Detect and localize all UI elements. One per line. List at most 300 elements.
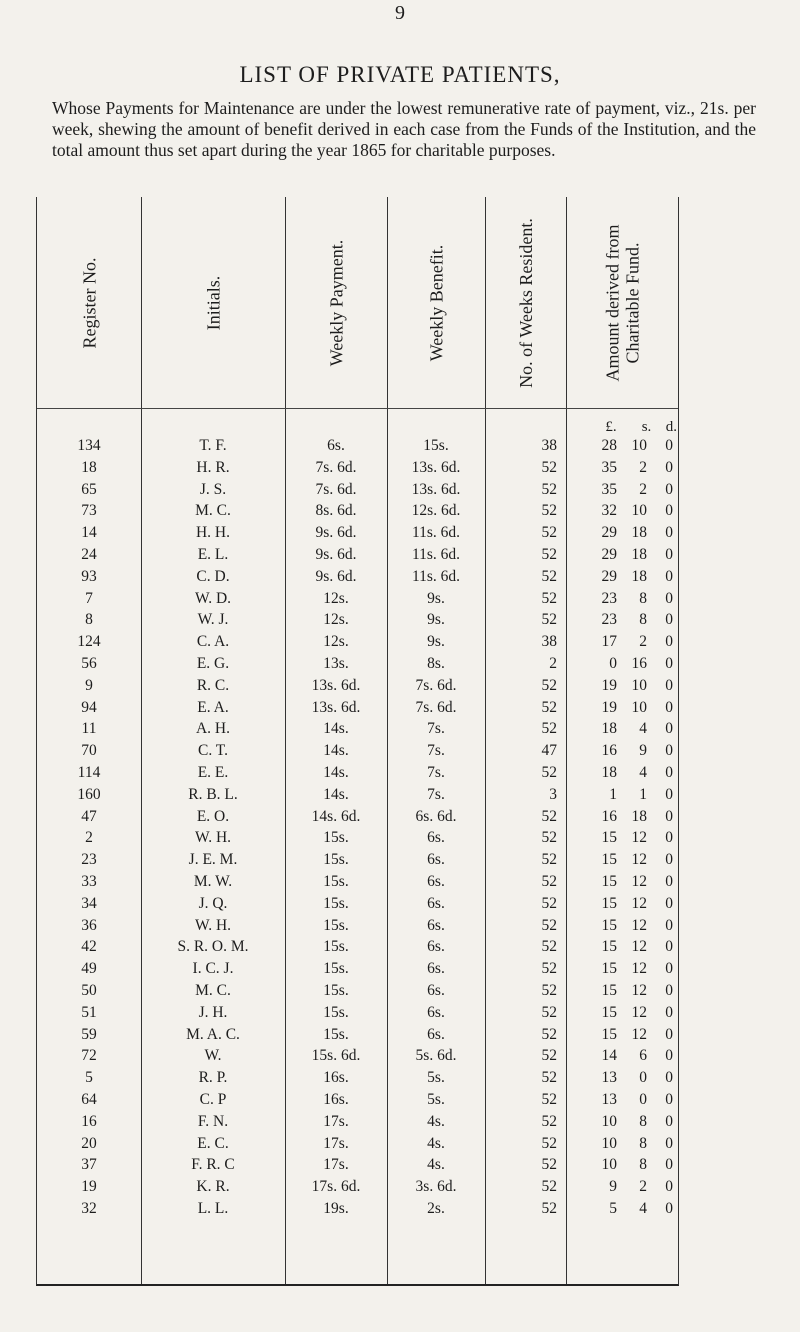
cell-weekly-payment: 13s. [323,654,349,672]
cell-amount-shillings: 9 [639,742,647,760]
cell-register-no: 37 [81,1156,97,1174]
cell-register-no: 94 [81,698,97,716]
cell-weekly-benefit: 6s. [427,938,445,956]
cell-weekly-payment: 15s. [323,851,349,869]
cell-weekly-benefit: 6s. [427,916,445,934]
cell-amount-pounds: 23 [601,589,617,607]
table-row [37,873,678,895]
cell-initials: F. N. [197,1112,229,1130]
cell-amount-shillings: 18 [631,545,647,563]
patients-table [36,197,679,1286]
cell-weeks-resident: 52 [541,1025,557,1043]
cell-amount-shillings: 2 [639,458,647,476]
table-row [37,1135,678,1157]
cell-amount-pence: 0 [665,894,673,912]
header-register-no [37,197,141,408]
cell-weeks-resident: 3 [549,785,557,803]
table-body [37,437,678,1222]
header-amount-line1: Amount derived from [602,224,622,381]
cell-initials: W. J. [197,611,229,629]
cell-weeks-resident: 52 [541,851,557,869]
cell-amount-pence: 0 [665,1199,673,1217]
cell-register-no: 114 [77,763,101,781]
cell-weeks-resident: 52 [541,611,557,629]
cell-amount-pounds: 15 [601,916,617,934]
cell-amount-shillings: 0 [639,1069,647,1087]
header-amount-line2: Charitable Fund. [622,242,642,363]
cell-amount-pounds: 19 [601,676,617,694]
cell-amount-pounds: 15 [601,851,617,869]
cell-initials: C. P [199,1090,227,1108]
cell-amount-pounds: 15 [601,960,617,978]
cell-register-no: 56 [81,654,97,672]
cell-initials: W. D. [194,589,232,607]
cell-amount-pence: 0 [665,851,673,869]
table-row [37,1047,678,1069]
cell-weekly-payment: 15s. [323,981,349,999]
table-row [37,960,678,982]
cell-weekly-payment: 17s. [323,1112,349,1130]
cell-weekly-payment: 17s. [323,1134,349,1152]
table-row [37,917,678,939]
cell-weeks-resident: 52 [541,458,557,476]
cell-weekly-benefit: 6s. [427,1025,445,1043]
table-row [37,590,678,612]
cell-weeks-resident: 52 [541,1112,557,1130]
cell-initials: J. S. [199,480,227,498]
cell-weekly-benefit: 7s. 6d. [415,698,457,716]
cell-amount-pence: 0 [665,807,673,825]
cell-amount-shillings: 12 [631,829,647,847]
header-rule [37,408,678,409]
cell-weekly-payment: 15s. [323,938,349,956]
cell-initials: H. R. [196,458,230,476]
header-register-label: Register No. [78,257,99,348]
cell-weekly-benefit: 5s. 6d. [415,1047,457,1065]
cell-amount-pence: 0 [665,676,673,694]
cell-weekly-payment: 9s. 6d. [315,524,357,542]
cell-amount-shillings: 10 [631,437,647,454]
cell-weeks-resident: 52 [541,981,557,999]
cell-amount-pounds: 15 [601,872,617,890]
cell-amount-pence: 0 [665,633,673,651]
cell-amount-pence: 0 [665,698,673,716]
cell-amount-pounds: 35 [601,480,617,498]
cell-amount-pounds: 15 [601,1003,617,1021]
cell-amount-pounds: 18 [601,763,617,781]
cell-weekly-benefit: 4s. [427,1156,445,1174]
cell-amount-pence: 0 [665,1025,673,1043]
cell-weekly-payment: 13s. 6d. [311,698,361,716]
cell-initials: E. A. [197,698,229,716]
cell-amount-pounds: 29 [601,567,617,585]
cell-amount-shillings: 8 [639,611,647,629]
cell-weeks-resident: 2 [549,654,557,672]
cell-weeks-resident: 52 [541,676,557,694]
cell-weeks-resident: 47 [541,742,557,760]
cell-register-no: 49 [81,960,97,978]
table-row [37,611,678,633]
cell-register-no: 9 [85,676,93,694]
table-row [37,1004,678,1026]
table-row [37,851,678,873]
cell-weekly-benefit: 7s. [427,763,445,781]
cell-weeks-resident: 52 [541,894,557,912]
cell-initials: T. F. [199,437,227,454]
cell-weekly-payment: 19s. [323,1199,349,1217]
cell-amount-shillings: 12 [631,916,647,934]
cell-weekly-benefit: 7s. [427,720,445,738]
cell-amount-shillings: 18 [631,567,647,585]
cell-weeks-resident: 52 [541,1047,557,1065]
cell-initials: E. L. [197,545,229,563]
cell-amount-pounds: 16 [601,807,617,825]
cell-weekly-payment: 12s. [323,611,349,629]
table-row [37,546,678,568]
cell-weeks-resident: 52 [541,524,557,542]
cell-initials: S. R. O. M. [177,938,249,956]
cell-initials: M. C. [195,981,231,999]
cell-initials: M. A. C. [186,1025,240,1043]
cell-amount-shillings: 12 [631,894,647,912]
cell-register-no: 72 [81,1047,97,1065]
cell-amount-pence: 0 [665,763,673,781]
cell-weekly-benefit: 6s. [427,851,445,869]
table-row [37,1113,678,1135]
cell-initials: M. W. [193,872,233,890]
cell-amount-shillings: 12 [631,981,647,999]
header-weekly-payment [285,197,387,408]
cell-amount-shillings: 1 [639,785,647,803]
cell-weekly-benefit: 6s. 6d. [415,807,457,825]
cell-weeks-resident: 52 [541,1199,557,1217]
cell-initials: H. H. [195,524,230,542]
cell-amount-pence: 0 [665,872,673,890]
cell-amount-shillings: 12 [631,872,647,890]
cell-register-no: 8 [85,611,93,629]
cell-amount-pence: 0 [665,981,673,999]
cell-amount-shillings: 10 [631,698,647,716]
table-row [37,1178,678,1200]
cell-initials: E. G. [196,654,230,672]
cell-weekly-benefit: 7s. 6d. [415,676,457,694]
cell-weekly-payment: 7s. 6d. [315,480,357,498]
cell-weekly-benefit: 6s. [427,829,445,847]
cell-register-no: 16 [81,1112,97,1130]
cell-amount-pence: 0 [665,938,673,956]
cell-amount-shillings: 0 [639,1090,647,1108]
cell-amount-pence: 0 [665,1134,673,1152]
cell-weekly-payment: 16s. [323,1069,349,1087]
cell-amount-pence: 0 [665,567,673,585]
cell-amount-pounds: 13 [601,1090,617,1108]
cell-weekly-payment: 16s. [323,1090,349,1108]
cell-weekly-payment: 15s. [323,872,349,890]
table-row [37,677,678,699]
table-row [37,786,678,808]
cell-register-no: 23 [81,851,97,869]
table-row [37,1069,678,1091]
cell-register-no: 124 [77,633,101,651]
cell-amount-pounds: 15 [601,894,617,912]
cell-initials: F. R. C [191,1156,235,1174]
intro-paragraph: Whose Payments for Maintenance are under the lowest remunerative rate of payment, viz., 21s. per week, shewing the amount of benefit derived in each case from the Funds of the Institution, and the total amount thus set apart during the year 1865 for charitable purposes. [52,98,756,160]
cell-weekly-payment: 14s. [323,763,349,781]
cell-register-no: 7 [85,589,93,607]
cell-weekly-payment: 7s. 6d. [315,458,357,476]
cell-amount-pounds: 35 [601,458,617,476]
table-row [37,699,678,721]
cell-weekly-payment: 14s. 6d. [311,807,361,825]
cell-amount-shillings: 2 [639,1178,647,1196]
cell-weeks-resident: 38 [541,437,557,454]
cell-register-no: 19 [81,1178,97,1196]
cell-initials: K. R. [196,1178,230,1196]
cell-register-no: 11 [81,720,97,738]
currency-units [585,419,677,436]
cell-amount-shillings: 12 [631,1003,647,1021]
cell-initials: J. E. M. [188,851,238,869]
cell-register-no: 65 [81,480,97,498]
cell-initials: R. P. [198,1069,228,1087]
cell-weeks-resident: 52 [541,807,557,825]
cell-amount-pence: 0 [665,720,673,738]
header-amount-derived [566,197,678,408]
header-weeks-label: No. of Weeks Resident. [515,217,536,388]
cell-amount-pounds: 29 [601,545,617,563]
cell-weekly-benefit: 5s. [427,1069,445,1087]
cell-amount-pounds: 28 [601,437,617,454]
cell-weekly-benefit: 3s. 6d. [415,1178,457,1196]
cell-register-no: 20 [81,1134,97,1152]
cell-initials: W. H. [194,916,232,934]
cell-initials: C. T. [197,742,228,760]
cell-amount-pence: 0 [665,1178,673,1196]
cell-weekly-payment: 8s. 6d. [315,502,357,520]
cell-register-no: 5 [85,1069,93,1087]
cell-register-no: 18 [81,458,97,476]
header-amount-label [602,224,642,381]
table-row [37,1091,678,1113]
cell-amount-shillings: 8 [639,1156,647,1174]
cell-weeks-resident: 52 [541,1134,557,1152]
cell-initials: E. E. [197,763,229,781]
cell-amount-pounds: 18 [601,720,617,738]
cell-weeks-resident: 52 [541,916,557,934]
cell-amount-shillings: 12 [631,960,647,978]
header-initials [141,197,285,408]
cell-register-no: 47 [81,807,97,825]
table-row [37,502,678,524]
cell-amount-shillings: 8 [639,589,647,607]
cell-amount-pence: 0 [665,654,673,672]
cell-register-no: 24 [81,545,97,563]
cell-register-no: 42 [81,938,97,956]
header-initials-label: Initials. [203,275,223,330]
cell-amount-shillings: 12 [631,938,647,956]
table-row [37,524,678,546]
cell-weekly-benefit: 2s. [427,1199,445,1217]
cell-weeks-resident: 52 [541,1003,557,1021]
cell-register-no: 73 [81,502,97,520]
cell-amount-pounds: 10 [601,1156,617,1174]
cell-register-no: 32 [81,1199,97,1217]
cell-weekly-benefit: 12s. 6d. [411,502,461,520]
cell-amount-pence: 0 [665,960,673,978]
cell-initials: W. H. [194,829,232,847]
cell-amount-pence: 0 [665,524,673,542]
cell-register-no: 33 [81,872,97,890]
cell-amount-pence: 0 [665,611,673,629]
cell-register-no: 50 [81,981,97,999]
cell-weekly-payment: 17s. 6d. [311,1178,361,1196]
table-row [37,764,678,786]
cell-weeks-resident: 52 [541,567,557,585]
unit-shillings: s. [641,419,652,435]
table-row [37,720,678,742]
cell-register-no: 51 [81,1003,97,1021]
cell-register-no: 64 [81,1090,97,1108]
cell-weekly-benefit: 4s. [427,1112,445,1130]
cell-initials: R. B. L. [188,785,238,803]
cell-amount-pounds: 16 [601,742,617,760]
cell-register-no: 36 [81,916,97,934]
cell-weekly-benefit: 7s. [427,785,445,803]
table-row [37,808,678,830]
cell-weekly-benefit: 9s. [427,611,445,629]
cell-weekly-payment: 14s. [323,720,349,738]
cell-amount-pence: 0 [665,589,673,607]
cell-amount-pounds: 15 [601,1025,617,1043]
cell-weekly-payment: 15s. [323,1025,349,1043]
cell-initials: I. C. J. [192,960,234,978]
cell-weekly-payment: 12s. [323,633,349,651]
cell-weekly-payment: 17s. [323,1156,349,1174]
cell-amount-pounds: 14 [601,1047,617,1065]
cell-amount-pounds: 1 [609,785,617,803]
table-row [37,459,678,481]
cell-weekly-payment: 9s. 6d. [315,567,357,585]
cell-weeks-resident: 52 [541,938,557,956]
cell-weekly-benefit: 11s. 6d. [411,545,461,563]
page-number: 9 [395,2,405,24]
cell-weekly-payment: 14s. [323,785,349,803]
cell-weekly-benefit: 4s. [427,1134,445,1152]
cell-amount-pounds: 13 [601,1069,617,1087]
cell-register-no: 70 [81,742,97,760]
cell-weekly-payment: 9s. 6d. [315,545,357,563]
cell-weekly-benefit: 7s. [427,742,445,760]
table-row [37,982,678,1004]
cell-amount-pence: 0 [665,1003,673,1021]
table-row [37,481,678,503]
cell-weekly-benefit: 5s. [427,1090,445,1108]
cell-amount-pence: 0 [665,1047,673,1065]
cell-amount-shillings: 12 [631,1025,647,1043]
cell-amount-pounds: 5 [609,1199,617,1217]
cell-weekly-benefit: 13s. 6d. [411,458,461,476]
cell-weekly-benefit: 13s. 6d. [411,480,461,498]
cell-weeks-resident: 52 [541,698,557,716]
cell-initials: A. H. [195,720,230,738]
cell-weeks-resident: 52 [541,829,557,847]
cell-weekly-benefit: 9s. [427,633,445,651]
cell-amount-shillings: 2 [639,480,647,498]
cell-register-no: 14 [81,524,97,542]
header-benefit-label: Weekly Benefit. [426,244,447,361]
table-row [37,1026,678,1048]
cell-weekly-payment: 14s. [323,742,349,760]
cell-initials: E. C. [197,1134,229,1152]
table-row [37,938,678,960]
cell-initials: W. [204,1047,222,1065]
cell-weekly-benefit: 6s. [427,981,445,999]
cell-amount-shillings: 8 [639,1134,647,1152]
cell-weeks-resident: 52 [541,960,557,978]
cell-register-no: 59 [81,1025,97,1043]
cell-initials: J. H. [198,1003,228,1021]
table-row [37,437,678,459]
cell-weekly-benefit: 6s. [427,960,445,978]
cell-amount-pence: 0 [665,829,673,847]
table-row [37,1200,678,1222]
unit-pounds: £. [605,419,617,435]
cell-amount-shillings: 10 [631,676,647,694]
cell-weekly-benefit: 6s. [427,1003,445,1021]
header-weeks-resident [485,197,566,408]
cell-register-no: 93 [81,567,97,585]
cell-amount-pence: 0 [665,1112,673,1130]
cell-amount-pence: 0 [665,742,673,760]
cell-amount-shillings: 18 [631,524,647,542]
cell-register-no: 34 [81,894,97,912]
cell-amount-shillings: 18 [631,807,647,825]
table-row [37,633,678,655]
cell-register-no: 2 [85,829,93,847]
cell-register-no: 134 [77,437,101,454]
cell-amount-shillings: 6 [639,1047,647,1065]
cell-amount-pounds: 10 [601,1112,617,1130]
cell-amount-pounds: 15 [601,829,617,847]
cell-amount-pence: 0 [665,916,673,934]
cell-initials: R. C. [196,676,230,694]
cell-weeks-resident: 52 [541,872,557,890]
cell-initials: E. O. [196,807,230,825]
cell-amount-shillings: 12 [631,851,647,869]
cell-amount-pounds: 15 [601,981,617,999]
cell-weekly-benefit: 8s. [427,654,445,672]
cell-weekly-benefit: 11s. 6d. [411,524,461,542]
cell-weeks-resident: 52 [541,1178,557,1196]
cell-initials: L. L. [197,1199,229,1217]
cell-amount-pence: 0 [665,785,673,803]
cell-amount-pounds: 23 [601,611,617,629]
cell-weekly-payment: 13s. 6d. [311,676,361,694]
cell-initials: M. C. [195,502,231,520]
cell-weekly-payment: 12s. [323,589,349,607]
header-payment-label: Weekly Payment. [326,239,346,366]
cell-weeks-resident: 52 [541,480,557,498]
cell-amount-pence: 0 [665,1090,673,1108]
cell-weeks-resident: 52 [541,545,557,563]
cell-weekly-payment: 15s. [323,916,349,934]
table-row [37,742,678,764]
unit-pence: d. [665,419,677,435]
cell-amount-pence: 0 [665,480,673,498]
cell-weeks-resident: 52 [541,763,557,781]
table-row [37,895,678,917]
cell-weeks-resident: 52 [541,502,557,520]
